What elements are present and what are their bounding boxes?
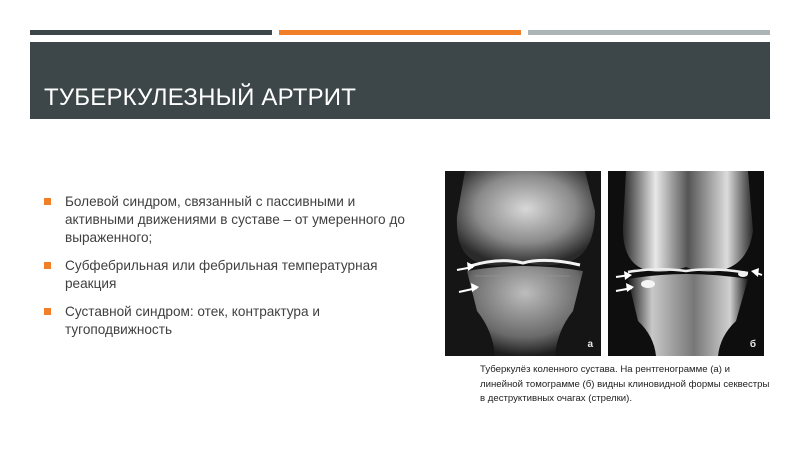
knee-xray-radiograph <box>445 171 601 356</box>
knee-linear-tomogram <box>608 171 764 356</box>
bullet-item <box>44 303 414 339</box>
title-band <box>30 42 770 119</box>
figure-caption: Туберкулёз коленного сустава. На рентгенограмме (а) и линейной томограмме (б) видны клиновидной формы секвестры в деструктивных очагах (стрелки). <box>480 364 770 404</box>
accent-bar-orange <box>279 30 521 35</box>
bullet-square-icon <box>44 262 51 269</box>
accent-bar-gray <box>528 30 770 35</box>
bullet-text: Суставной синдром: отек, контрактура и тугоподвижность <box>65 304 320 337</box>
panel-letter-a: а <box>587 339 593 350</box>
bullet-list <box>44 193 414 349</box>
xray-image-a <box>445 171 601 356</box>
xray-image-b <box>608 171 764 356</box>
bullet-square-icon <box>44 198 51 205</box>
bullet-text: Болевой синдром, связанный с пассивными и активными движениями в суставе – от умеренного до выраженного; <box>65 194 405 245</box>
bullet-text: Субфебрильная или фебрильная температурная реакция <box>65 258 378 291</box>
bullet-item <box>44 193 414 247</box>
bullet-item <box>44 257 414 293</box>
bullet-square-icon <box>44 308 51 315</box>
accent-bar-dark <box>30 30 272 35</box>
slide-title: ТУБЕРКУЛЕЗНЫЙ АРТРИТ <box>44 84 357 111</box>
panel-letter-b: б <box>749 339 756 350</box>
